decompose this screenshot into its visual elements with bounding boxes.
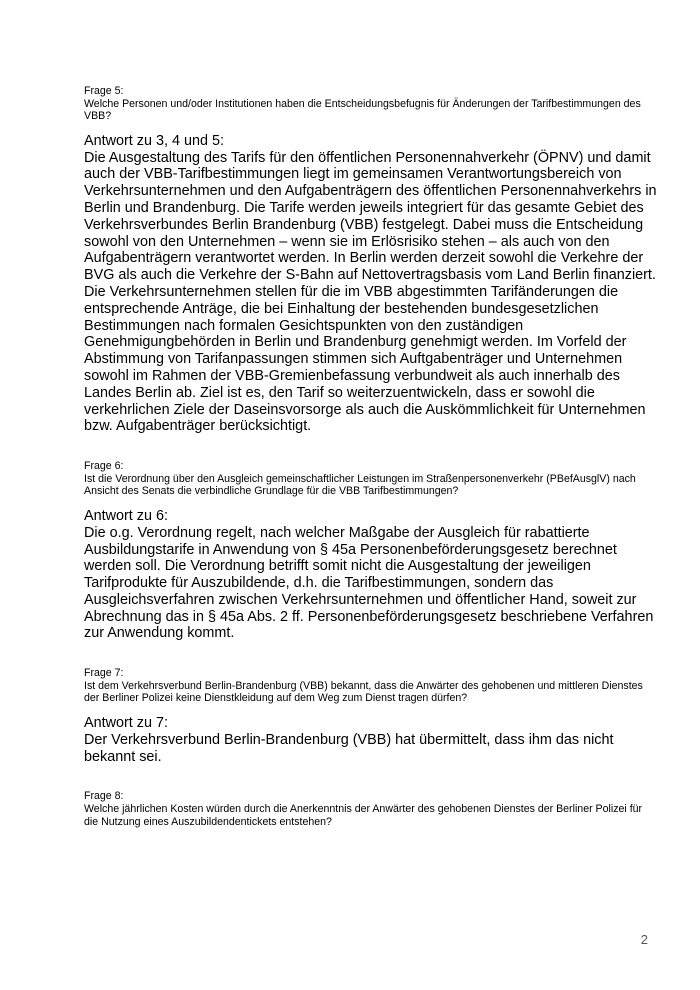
question-5-text: Welche Personen und/oder Institutionen haben die Entscheidungsbefugnis für Änderungen der Tarifbestimmungen des VBB? xyxy=(84,97,641,123)
question-8-text: Welche jährlichen Kosten würden durch die Anerkenntnis der Anwärter des gehobenen Dienstes der Berliner Polizei für die Nutzung eines Auszubildendentickets entstehen? xyxy=(84,803,643,828)
answer-6 xyxy=(84,508,659,642)
question-7 xyxy=(84,667,659,705)
answer-3-4-5-label: Antwort zu 3, 4 und 5: xyxy=(84,132,224,149)
question-5 xyxy=(84,85,659,123)
question-7-label: Frage 7: xyxy=(84,667,124,680)
question-7-text: Ist dem Verkehrsverbund Berlin-Brandenburg (VBB) bekannt, dass die Anwärter des gehobenen und mittleren Dienstes der Berliner Polizei keine Dienstkleidung auf dem Weg zum Dienst tragen dürfen? xyxy=(84,679,643,705)
question-8-label: Frage 8: xyxy=(84,790,124,803)
question-6-label: Frage 6: xyxy=(84,460,124,473)
question-6-text: Ist die Verordnung über den Ausgleich gemeinschaftlicher Leistungen im Straßenpersonenverkehr (PBefAusglV) nach Ansicht des Senats die verbindliche Grundlage für die VBB Tarifbestimmungen? xyxy=(84,472,636,498)
answer-6-text: Die o.g. Verordnung regelt, nach welcher Maßgabe der Ausgleich für rabattierte Ausbildungstarife in Anwendung von § 45a Personenbeförderungsgesetz berechnet werden soll. Die Verordnung betrifft somit nicht die Ausgestaltung der jeweiligen Tarifprodukte für Auszubildende, d.h. die Tarifbestimmungen, sondern das Ausgleichsverfahren zwischen Verkehrsunternehmen und öffentlicher Hand, soweit zur Abrechnung das in § 45a Abs. 2 ff. Personenbeförderungsgesetz beschriebene Verfahren zur Anwendung kommt. xyxy=(84,524,654,642)
answer-3-4-5-text: Die Ausgestaltung des Tarifs für den öffentlichen Personennahverkehr (ÖPNV) und damit auch der VBB-Tarifbestimmungen liegt im gemeinsamen Verantwortungsbereich von Verkehrsunternehmen und den Aufgabenträgern des öffentlichen Personennahverkehrs in Berlin und Brandenburg. Die Tarife werden jeweils integriert für das gesamte Gebiet des Verkehrsverbundes Berlin Brandenburg (VBB) festgelegt. Dabei muss die Entscheidung sowohl von den Unternehmen – wenn sie im Erlösrisiko stehen – als auch von den Aufgabenträgern verantwortet werden. In Berlin werden derzeit sowohl die Verkehre der BVG als auch die Verkehre der S-Bahn auf Nettovertragsbasis vom Land Berlin finanziert. Die Verkehrsunternehmen stellen für die im VBB abgestimmten Tarifänderungen die entsprechende Anträge, die bei Einhaltung der bestehenden bundesgesetzlichen Bestimmungen nach formalen Gesichtspunkten von den zuständigen Genehmigungbehörden in Berlin und Brandenburg genehmigt werden. Im Vorfeld der Abstimmung von Tarifanpassungen stimmen sich Auftgabenträger und Unternehmen sowohl im Rahmen der VBB-Gremienbefassung verbundweit als auch innerhalb des Landes Berlin ab. Ziel ist es, den Tarif so weiterzuentwickeln, dass er sowohl die verkehrlichen Ziele der Daseinsvorsorge als auch die Auskömmlichkeit für Unternehmen bzw. Aufgabenträger berücksichtigt. xyxy=(84,149,657,435)
answer-6-label: Antwort zu 6: xyxy=(84,507,168,524)
answer-7-label: Antwort zu 7: xyxy=(84,715,168,732)
answer-7 xyxy=(84,715,659,765)
answer-3-4-5 xyxy=(84,133,659,435)
question-5-label: Frage 5: xyxy=(84,85,124,97)
answer-7-text: Der Verkehrsverbund Berlin-Brandenburg (VBB) hat übermittelt, dass ihm das nicht bekannt sei. xyxy=(84,731,614,765)
document-page xyxy=(84,85,659,828)
question-6 xyxy=(84,460,659,498)
page-number: 2 xyxy=(640,932,648,947)
question-8 xyxy=(84,790,659,828)
